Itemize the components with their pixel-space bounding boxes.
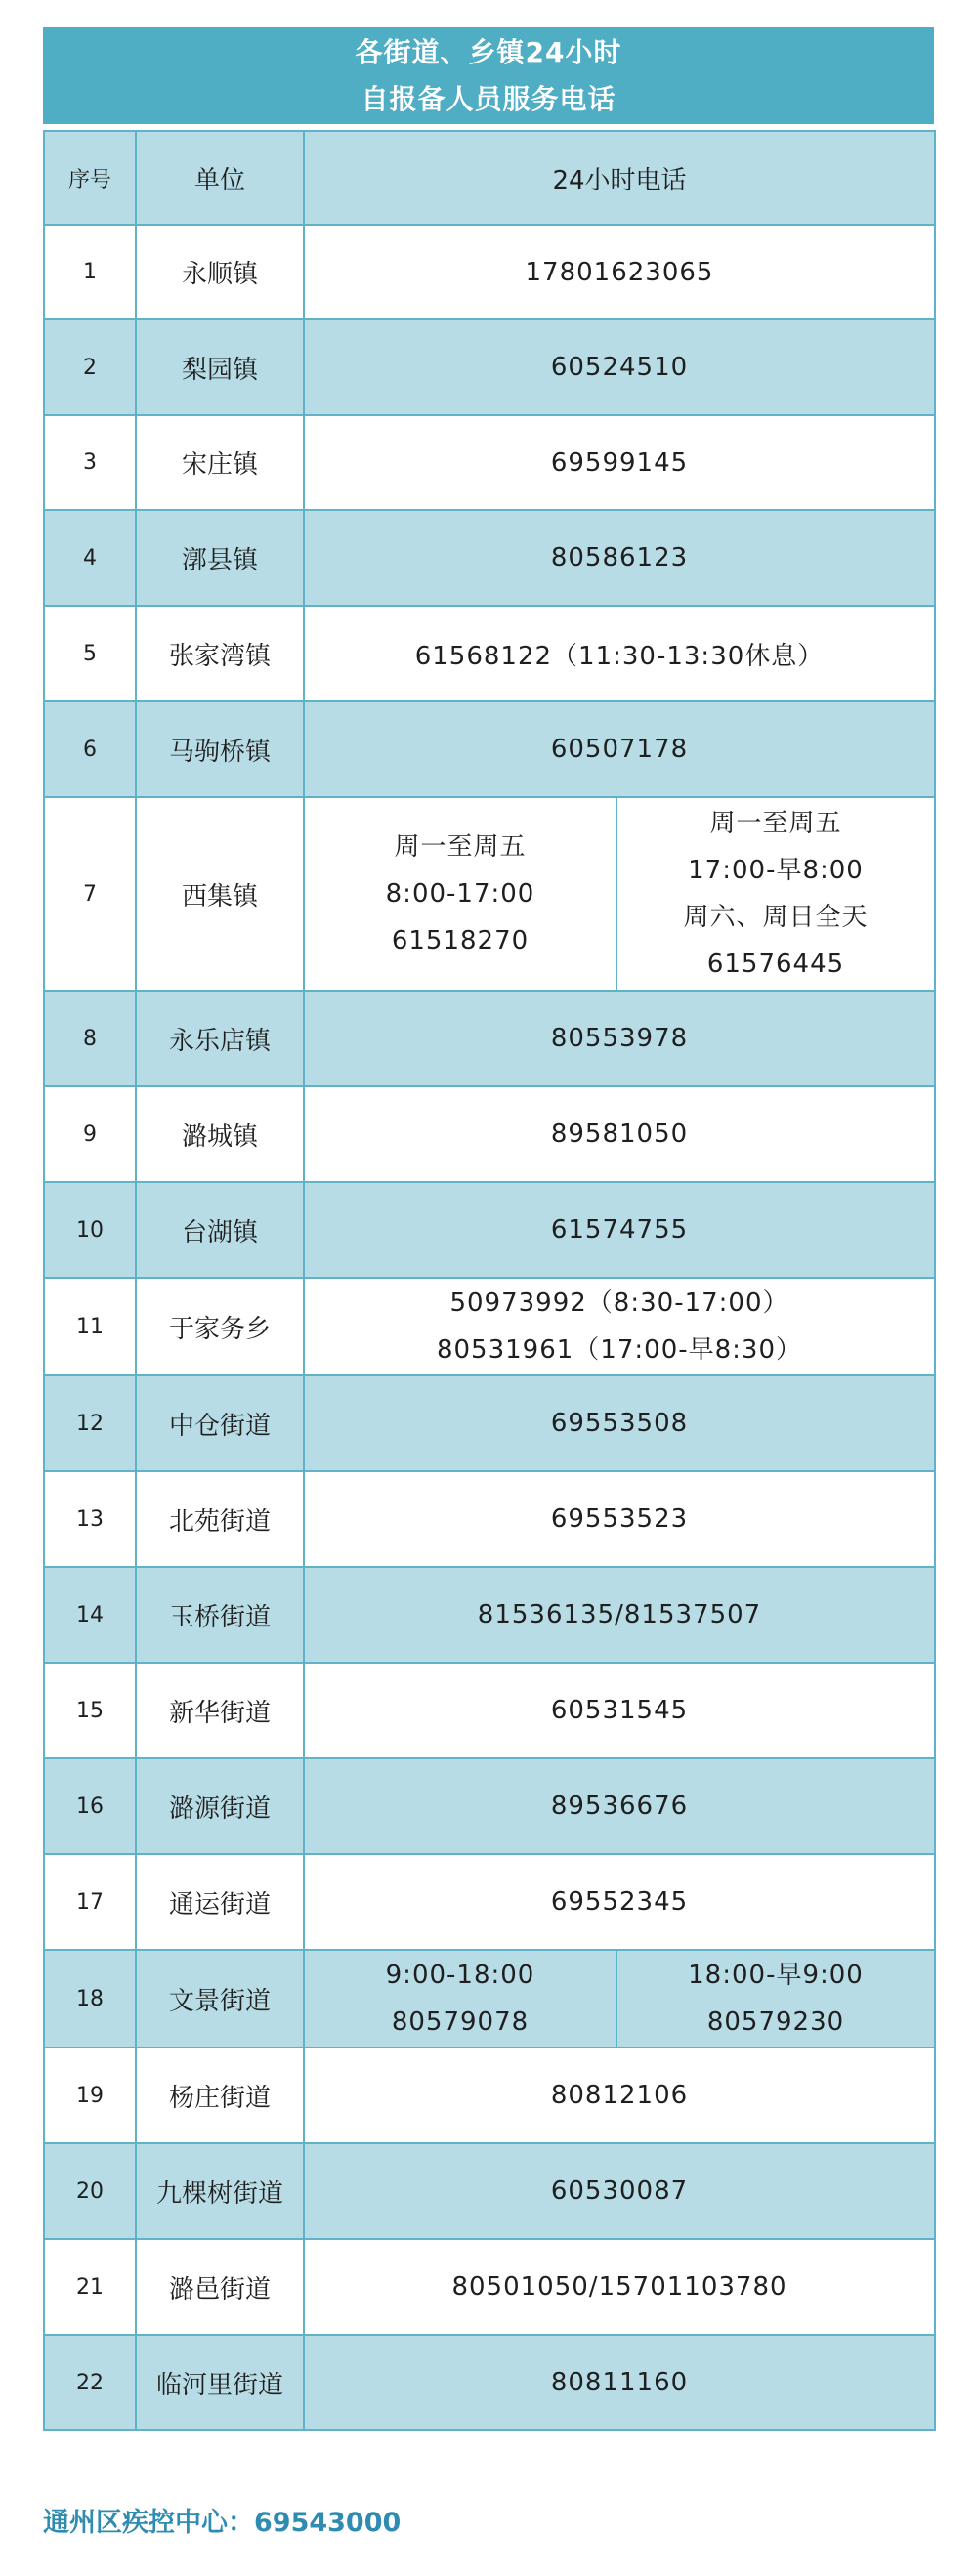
row-seq: 11 <box>44 1278 136 1375</box>
row-seq: 13 <box>44 1471 136 1567</box>
cdc-contact: 通州区疾控中心：69543000 <box>43 2508 402 2538</box>
title-line-1: 各街道、乡镇24小时 <box>355 35 622 68</box>
row-unit: 潞邑街道 <box>136 2239 304 2335</box>
table-row <box>44 606 935 701</box>
row-seq: 6 <box>44 701 136 797</box>
row-phone: 80811160 <box>304 2335 935 2430</box>
row-unit: 潞城镇 <box>136 1086 304 1182</box>
table-row <box>44 1182 935 1278</box>
row-seq: 4 <box>44 510 136 606</box>
row-seq: 18 <box>44 1950 136 2048</box>
table-row <box>44 1567 935 1663</box>
header-unit: 单位 <box>136 131 304 225</box>
phone-line: 周六、周日全天 <box>683 903 869 932</box>
phone-line: 50973992（8:30-17:00） <box>449 1288 789 1318</box>
table-row <box>44 2335 935 2430</box>
phone-line: 17:00-早8:00 <box>688 856 864 885</box>
row-unit: 中仓街道 <box>136 1375 304 1471</box>
row-phone: 17801623065 <box>304 225 935 319</box>
row-seq: 16 <box>44 1758 136 1854</box>
phone-line: 18:00-早9:00 <box>688 1961 864 1990</box>
table-row <box>44 1758 935 1854</box>
phone-line: 80579078 <box>391 2007 530 2037</box>
row-seq: 10 <box>44 1182 136 1278</box>
row-seq: 8 <box>44 991 136 1086</box>
row-seq: 2 <box>44 319 136 415</box>
table-row <box>44 2048 935 2143</box>
row-seq: 7 <box>44 797 136 991</box>
table-row <box>44 1278 935 1375</box>
table-row <box>44 415 935 510</box>
row-seq: 1 <box>44 225 136 319</box>
row-phone: 60507178 <box>304 701 935 797</box>
row-unit: 北苑街道 <box>136 1471 304 1567</box>
table-row <box>44 510 935 606</box>
row-unit: 新华街道 <box>136 1663 304 1758</box>
row-phone: 80553978 <box>304 991 935 1086</box>
row-unit: 杨庄街道 <box>136 2048 304 2143</box>
row-phone: 61574755 <box>304 1182 935 1278</box>
table-row <box>44 1854 935 1950</box>
row-unit: 通运街道 <box>136 1854 304 1950</box>
header-phone: 24小时电话 <box>304 131 935 225</box>
header-seq: 序号 <box>44 131 136 225</box>
table-row <box>44 991 935 1086</box>
phone-line: 61518270 <box>391 926 530 955</box>
table-header-row <box>44 131 935 225</box>
row-unit: 永乐店镇 <box>136 991 304 1086</box>
row-unit: 临河里街道 <box>136 2335 304 2430</box>
phone-line: 周一至周五 <box>709 809 842 838</box>
row-unit: 于家务乡 <box>136 1278 304 1375</box>
table-row <box>44 225 935 319</box>
row-phone: 69553523 <box>304 1471 935 1567</box>
table-row <box>44 1663 935 1758</box>
table-row <box>44 1375 935 1471</box>
table-row <box>44 2239 935 2335</box>
row-seq: 22 <box>44 2335 136 2430</box>
phone-line: 61576445 <box>706 950 845 979</box>
row-unit: 潞源街道 <box>136 1758 304 1854</box>
row-seq: 15 <box>44 1663 136 1758</box>
row-phone: 69552345 <box>304 1854 935 1950</box>
table-row <box>44 2143 935 2239</box>
row-phone: 60524510 <box>304 319 935 415</box>
row-unit: 玉桥街道 <box>136 1567 304 1663</box>
row-unit: 西集镇 <box>136 797 304 991</box>
row-seq: 21 <box>44 2239 136 2335</box>
row-unit: 张家湾镇 <box>136 606 304 701</box>
row-unit: 漷县镇 <box>136 510 304 606</box>
row-seq: 17 <box>44 1854 136 1950</box>
title-banner <box>43 27 934 124</box>
table-row <box>44 1471 935 1567</box>
row-phone: 60530087 <box>304 2143 935 2239</box>
row-seq: 5 <box>44 606 136 701</box>
row-phone: 80586123 <box>304 510 935 606</box>
row-phone-night <box>616 1950 935 2048</box>
phone-line: 80531961（17:00-早8:30） <box>436 1335 803 1365</box>
row-phone: 69553508 <box>304 1375 935 1471</box>
row-unit: 文景街道 <box>136 1950 304 2048</box>
table-row <box>44 1086 935 1182</box>
row-phone: 89581050 <box>304 1086 935 1182</box>
row-seq: 20 <box>44 2143 136 2239</box>
row-seq: 19 <box>44 2048 136 2143</box>
row-unit: 永顺镇 <box>136 225 304 319</box>
row-unit: 马驹桥镇 <box>136 701 304 797</box>
phone-line: 8:00-17:00 <box>385 879 535 908</box>
phone-line: 9:00-18:00 <box>385 1961 535 1990</box>
row-unit: 宋庄镇 <box>136 415 304 510</box>
row-phone: 69599145 <box>304 415 935 510</box>
row-phone: 80812106 <box>304 2048 935 2143</box>
row-phone: 60531545 <box>304 1663 935 1758</box>
table-row <box>44 1950 935 2048</box>
row-phone-offhours <box>616 797 935 991</box>
table-row <box>44 701 935 797</box>
row-phone-daytime <box>304 1950 616 2048</box>
row-seq: 14 <box>44 1567 136 1663</box>
table-row <box>44 319 935 415</box>
phone-table <box>43 130 936 2431</box>
phone-line: 80579230 <box>706 2007 845 2037</box>
row-phone <box>304 1278 935 1375</box>
row-phone: 61568122（11:30-13:30休息） <box>304 606 935 701</box>
row-unit: 九棵树街道 <box>136 2143 304 2239</box>
row-phone-weekday <box>304 797 616 991</box>
row-unit: 梨园镇 <box>136 319 304 415</box>
row-seq: 12 <box>44 1375 136 1471</box>
row-phone: 89536676 <box>304 1758 935 1854</box>
row-seq: 3 <box>44 415 136 510</box>
phone-line: 周一至周五 <box>394 832 527 862</box>
row-phone: 81536135/81537507 <box>304 1567 935 1663</box>
row-seq: 9 <box>44 1086 136 1182</box>
title-line-2: 自报备人员服务电话 <box>361 82 616 115</box>
row-phone: 80501050/15701103780 <box>304 2239 935 2335</box>
row-unit: 台湖镇 <box>136 1182 304 1278</box>
table-row <box>44 797 935 991</box>
